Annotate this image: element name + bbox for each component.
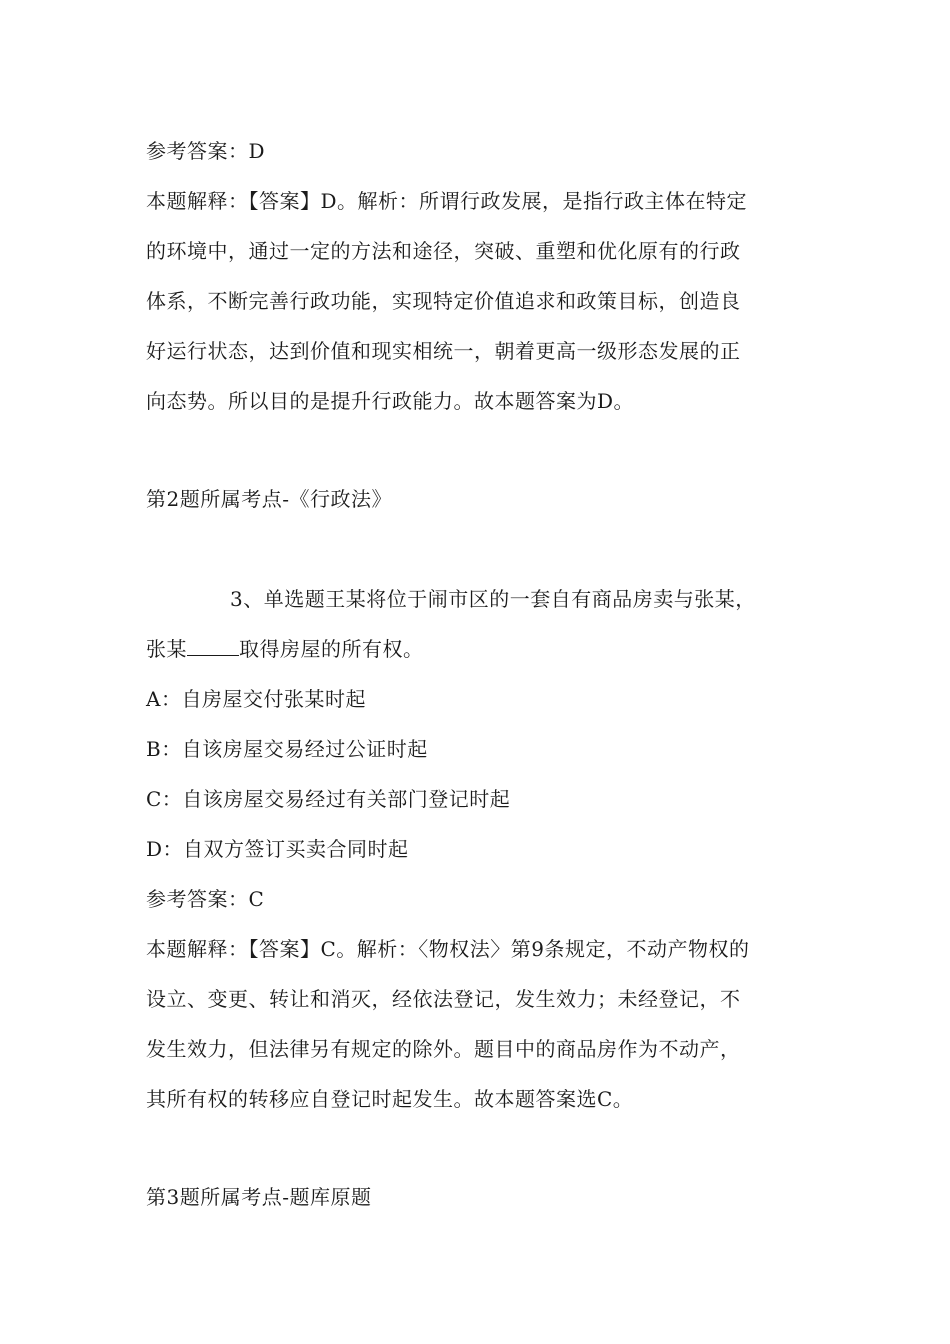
explanation-line: 体系，不断完善行政功能，实现特定价值追求和政策目标，创造良 <box>146 289 741 313</box>
explanation-line: 其所有权的转移应自登记时起发生。故本题答案选C。 <box>146 1087 634 1111</box>
question-stem-continued <box>146 636 424 662</box>
option-b: B：自该房屋交易经过公证时起 <box>146 737 428 761</box>
explanation-line: 本题解释：【答案】D。解析：所谓行政发展，是指行政主体在特定 <box>146 189 748 213</box>
explanation-line: 的环境中，通过一定的方法和途径，突破、重塑和优化原有的行政 <box>146 239 741 263</box>
answer-line: 参考答案：D <box>146 139 266 163</box>
explanation-line: 向态势。所以目的是提升行政能力。故本题答案为D。 <box>146 389 635 413</box>
question-stem: 3、单选题王某将位于闹市区的一套自有商品房卖与张某， <box>230 587 756 611</box>
answer-line: 参考答案：C <box>146 887 265 911</box>
explanation-line: 发生效力，但法律另有规定的除外。题目中的商品房作为不动产， <box>146 1037 741 1061</box>
option-c: C：自该房屋交易经过有关部门登记时起 <box>146 787 511 811</box>
option-d: D：自双方签订买卖合同时起 <box>146 837 409 861</box>
explanation-line: 好运行状态，达到价值和现实相统一，朝着更高一级形态发展的正 <box>146 339 741 363</box>
explanation-line: 设立、变更、转让和消灭，经依法登记，发生效力；未经登记，不 <box>146 987 741 1011</box>
option-a: A：自房屋交付张某时起 <box>146 687 366 711</box>
topic-line: 第2题所属考点-《行政法》 <box>146 487 392 511</box>
explanation-line: 本题解释：【答案】C。解析：〈物权法〉第9条规定，不动产物权的 <box>146 937 750 961</box>
topic-line: 第3题所属考点-题库原题 <box>146 1185 372 1209</box>
stem-suffix: 取得房屋的所有权。 <box>239 637 424 661</box>
fill-in-blank <box>187 637 239 656</box>
stem-prefix: 张某 <box>146 637 187 661</box>
